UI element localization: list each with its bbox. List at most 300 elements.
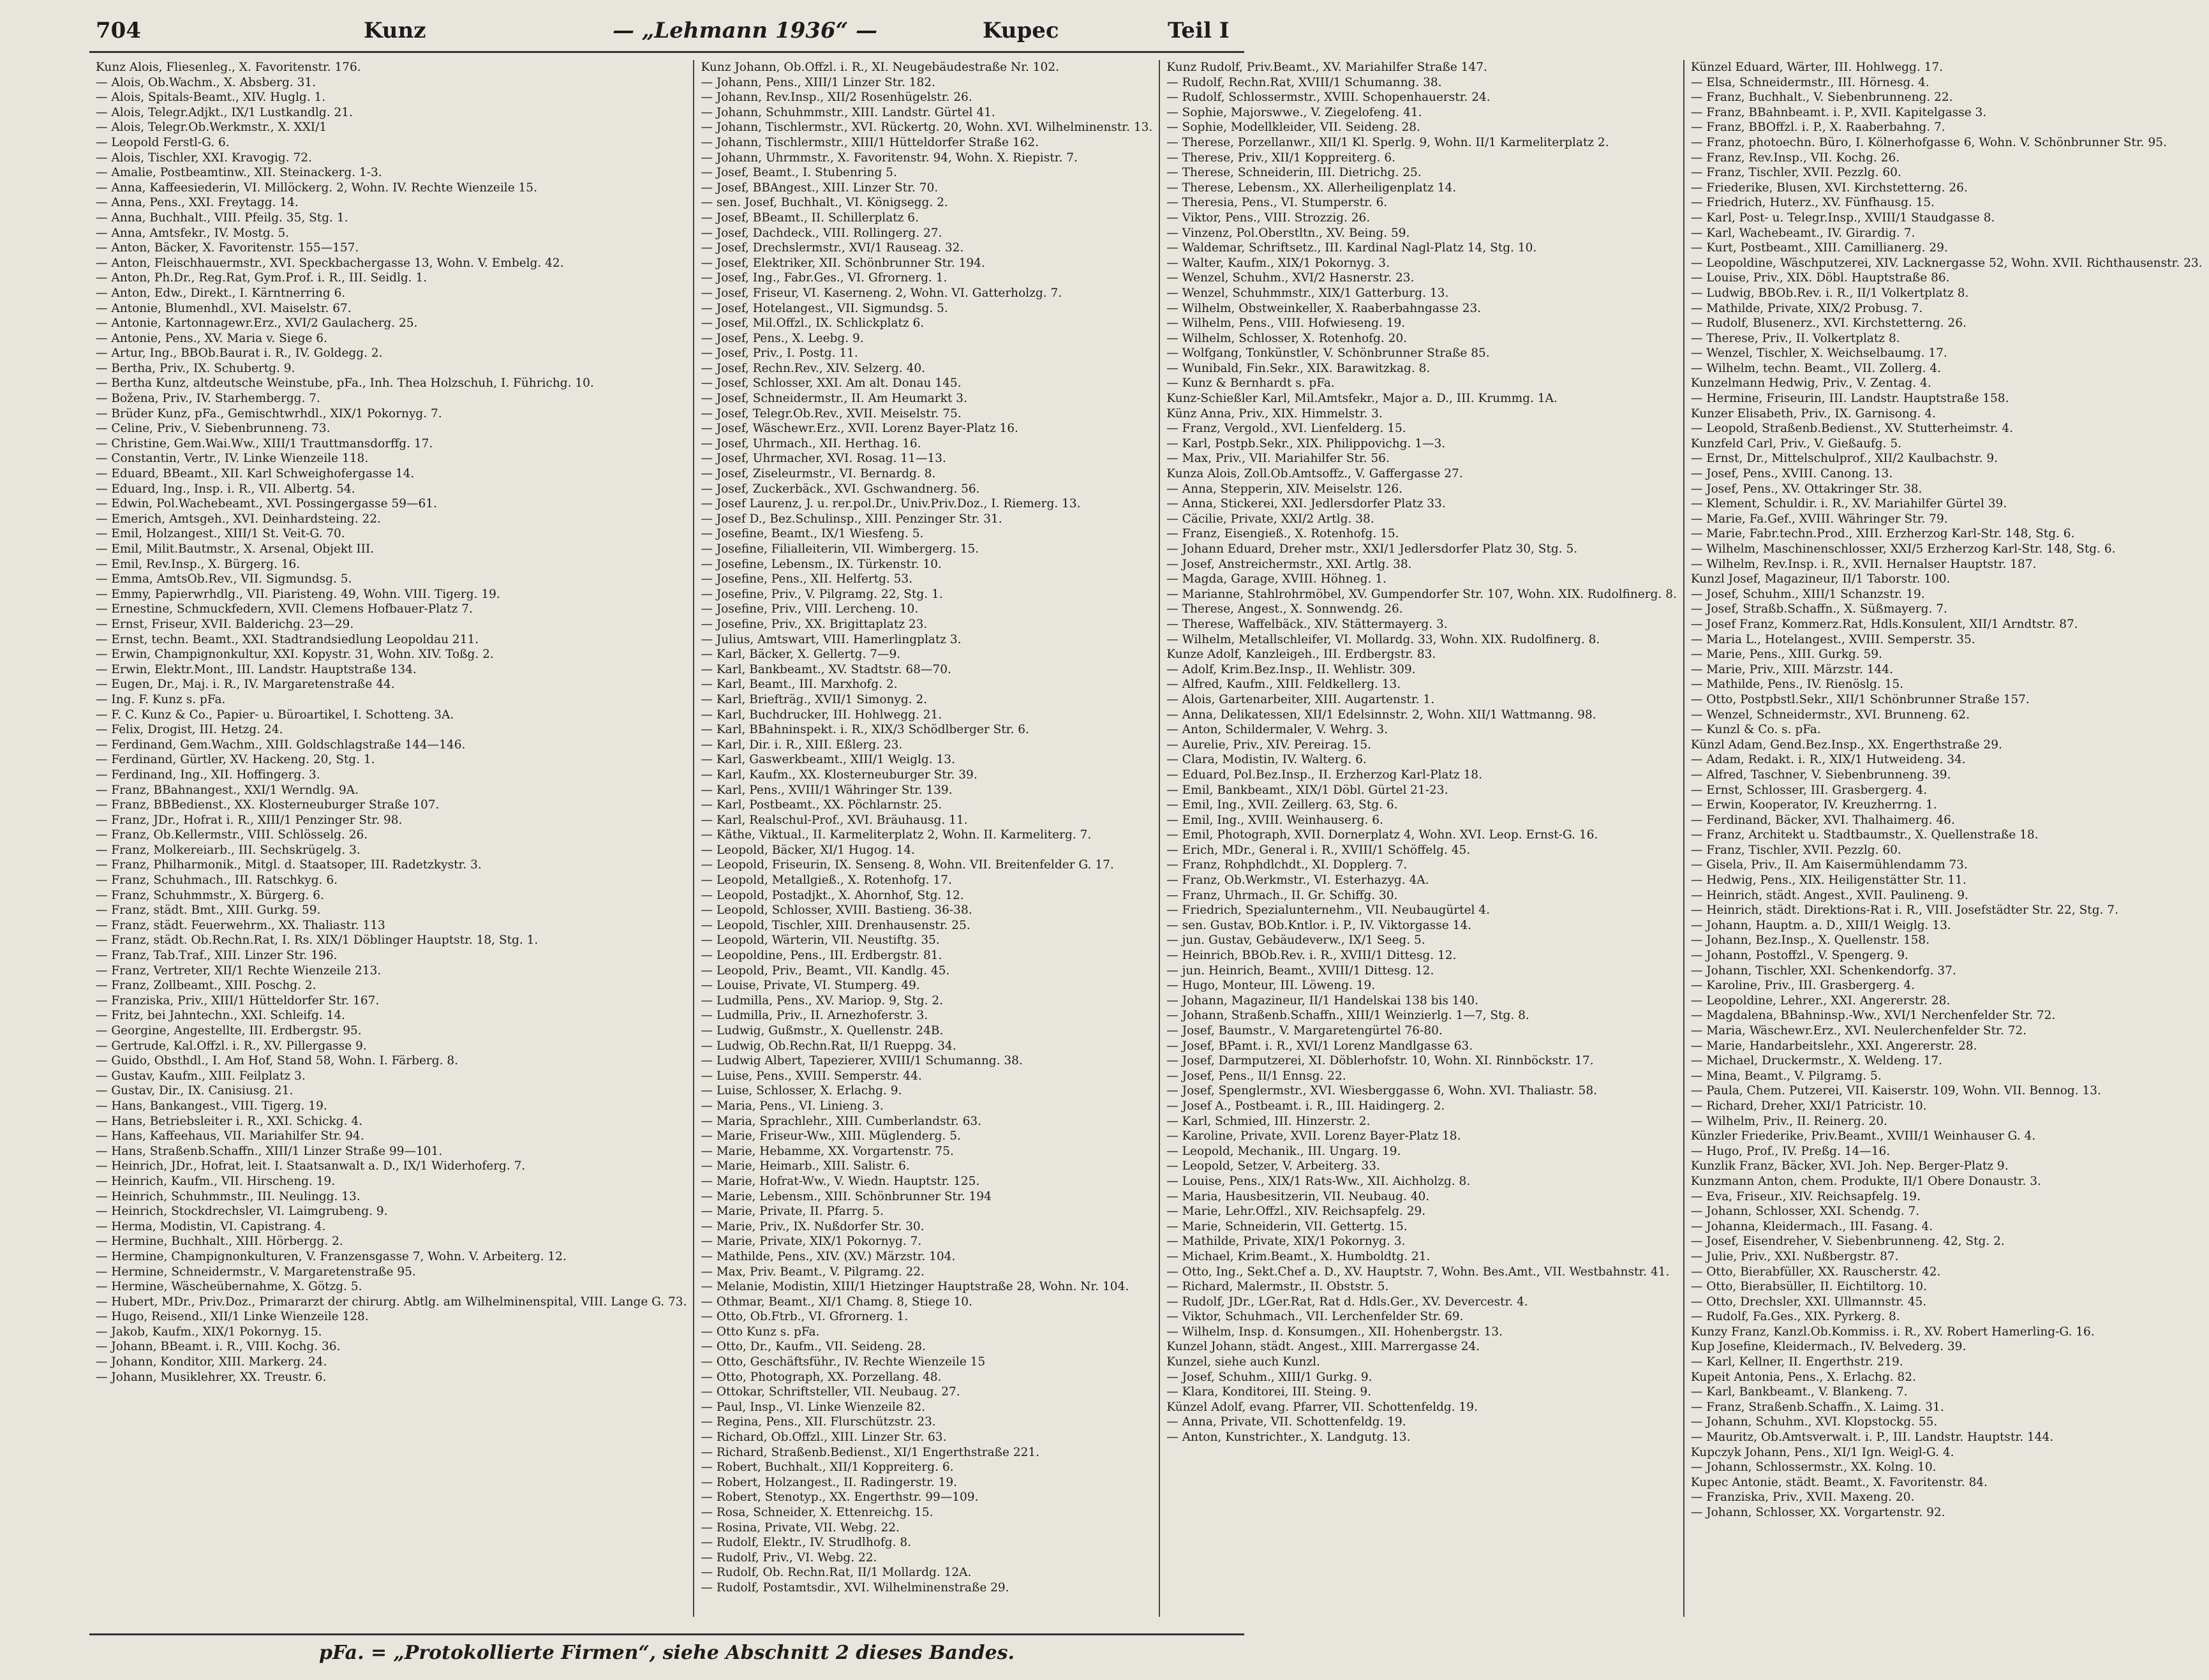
- header-title: — „Lehmann 1936“ —: [613, 18, 877, 43]
- directory-entry: — Ludwig Albert, Tapezierer, XVIII/1 Schumanng. 38.: [701, 1054, 1023, 1068]
- directory-entry: — Anton, Kunstrichter., X. Landgutg. 13.: [1166, 1431, 1411, 1445]
- directory-entry: — Anton, Bäcker, X. Favoritenstr. 155—157.: [96, 241, 359, 255]
- directory-entry: — Leopold, Tischler, XIII. Drenhausenstr. 25.: [701, 918, 971, 932]
- directory-entry: — Johann, Musiklehrer, XX. Treustr. 6.: [96, 1370, 327, 1384]
- directory-entry: — Therese, Waffelbäck., XIV. Stättermayerg. 3.: [1166, 617, 1448, 631]
- directory-entry: — Johann, Tischlermstr., XVI. Rückertg. 20, Wohn. XVI. Wilhelminenstr. 13.: [701, 121, 1153, 135]
- directory-entry: — Erwin, Kooperator, IV. Kreuzherrng. 1.: [1690, 798, 1937, 812]
- directory-entry: — Paul, Insp., VI. Linke Wienzeile 82.: [701, 1400, 926, 1414]
- directory-entry: — Franz, BBOffzl. i. P., X. Raaberbahng. 7.: [1690, 121, 1945, 135]
- directory-entry: — Ludmilla, Priv., II. Arnezhoferstr. 3.: [701, 1009, 928, 1023]
- directory-entry: Kupeit Antonia, Pens., X. Erlachg. 82.: [1690, 1370, 1916, 1384]
- directory-entry: — Richard, Straßenb.Bedienst., XI/1 Engerthstraße 221.: [701, 1445, 1040, 1459]
- directory-entry: — Ing. F. Kunz s. pFa.: [96, 692, 226, 706]
- directory-entry: — Leopold, Priv., Beamt., VII. Kandlg. 45.: [701, 963, 950, 978]
- directory-entry: — Anna, Stepperin, XIV. Meiselstr. 126.: [1166, 482, 1403, 496]
- directory-entry: Künz Anna, Priv., XIX. Himmelstr. 3.: [1166, 406, 1383, 420]
- directory-entry: — Adolf, Krim.Bez.Insp., II. Wehlistr. 309.: [1166, 662, 1416, 676]
- directory-entry: — Heinrich, Schuhmmstr., III. Neulingg. 13.: [96, 1189, 361, 1203]
- directory-entry: — Clara, Modistin, IV. Walterg. 6.: [1166, 753, 1367, 767]
- directory-entry: — Marie, Fabr.techn.Prod., XIII. Erzherzog Karl-Str. 148, Stg. 6.: [1690, 527, 2075, 541]
- directory-entry: — Johann, Tischler, XXI. Schenkendorfg. 37.: [1690, 963, 1956, 978]
- directory-entry: — Gertrude, Kal.Offzl. i. R., XV. Pillergasse 9.: [96, 1039, 367, 1053]
- header-left-word: Kunz: [364, 18, 426, 43]
- directory-entry: — Wunibald, Fin.Sekr., XIX. Barawitzkag. 8.: [1166, 361, 1431, 375]
- directory-entry: — Josef Franz, Kommerz.Rat, Hdls.Konsulent, XII/1 Arndtstr. 87.: [1690, 617, 2078, 631]
- directory-entry: — Hugo, Monteur, III. Löweng. 19.: [1166, 979, 1376, 993]
- directory-entry: — Alois, Spitals-Beamt., XIV. Huglg. 1.: [96, 91, 326, 105]
- directory-entry: — Josef, Uhrmacher, XVI. Rosag. 11—13.: [701, 452, 946, 466]
- directory-entry: — Johann Eduard, Dreher mstr., XXI/1 Jedlersdorfer Platz 30, Stg. 5.: [1166, 542, 1578, 556]
- directory-entry: — sen. Gustav, BOb.Kntlor. i. P., IV. Viktorgasse 14.: [1166, 918, 1471, 932]
- directory-entry: — Richard, Ob.Offzl., XIII. Linzer Str. 63.: [701, 1431, 947, 1445]
- directory-entry: — Kunzl & Co. s. pFa.: [1690, 723, 1821, 737]
- directory-entry: — Bertha, Priv., IX. Schubertg. 9.: [96, 361, 295, 375]
- directory-entry: — Johann, Schlossermstr., XX. Kolng. 10.: [1690, 1461, 1937, 1475]
- directory-entry: — Marie, Lehr.Offzl., XIV. Reichsapfelg. 29.: [1166, 1205, 1426, 1219]
- directory-entry: — Karl, Schmied, III. Hinzerstr. 2.: [1166, 1114, 1371, 1128]
- directory-entry: — Ottokar, Schriftsteller, VII. Neubaug. 27.: [701, 1385, 960, 1399]
- directory-entry: — Hugo, Prof., IV. Preßg. 14—16.: [1690, 1144, 1891, 1158]
- directory-entry: — Wilhelm, Schlosser, X. Rotenhofg. 20.: [1166, 331, 1408, 345]
- directory-entry: — Hermine, Buchhalt., XIII. Hörbergg. 2.: [96, 1235, 343, 1249]
- directory-entry: — Gustav, Kaufm., XIII. Feilplatz 3.: [96, 1069, 306, 1083]
- directory-entry: — Karl, Bankbeamt., XV. Stadtstr. 68—70.: [701, 662, 951, 676]
- directory-entry: — Josef, Schuhm., XIII/1 Schanzstr. 19.: [1690, 587, 1925, 601]
- directory-entry: — Wilhelm, Metallschleifer, VI. Mollardg. 33, Wohn. XIX. Rudolfinerg. 8.: [1166, 632, 1600, 646]
- directory-entry: — Wilhelm, Obstweinkeller, X. Raaberbahngasse 23.: [1166, 301, 1482, 315]
- directory-entry: — Bertha Kunz, altdeutsche Weinstube, pFa., Inh. Thea Holzschuh, I. Führichg. 10.: [96, 376, 594, 390]
- directory-entry: — Ernst, Schlosser, III. Grasbergerg. 4.: [1690, 783, 1928, 797]
- directory-entry: — Hermine, Wäscheübernahme, X. Götzg. 5.: [96, 1280, 362, 1294]
- directory-entry: — Maria, Sprachlehr., XIII. Cumberlandstr. 63.: [701, 1114, 981, 1128]
- directory-entry: — Josef, Anstreichermstr., XXI. Artlg. 38.: [1166, 557, 1412, 571]
- directory-entry: — Herma, Modistin, VI. Capistrang. 4.: [96, 1219, 326, 1233]
- directory-entry: — Leopold, Friseurin, IX. Senseng. 8, Wohn. VII. Breitenfelder G. 17.: [701, 858, 1114, 872]
- directory-entry: — Marianne, Stahlrohrmöbel, XV. Gumpendorfer Str. 107, Wohn. XIX. Rudolfinerg. 8.: [1166, 587, 1677, 601]
- directory-entry: — Ernst, techn. Beamt., XXI. Stadtrandsiedlung Leopoldau 211.: [96, 632, 479, 646]
- directory-entry: — Leopoldine, Lehrer., XXI. Angererstr. 28.: [1690, 993, 1951, 1007]
- directory-entry: — Eduard, Pol.Bez.Insp., II. Erzherzog Karl-Platz 18.: [1166, 768, 1482, 782]
- directory-entry: — Franz, Buchhalt., V. Siebenbrunneng. 22.: [1690, 91, 1953, 105]
- directory-entry: Kunzmann Anton, chem. Produkte, II/1 Obere Donaustr. 3.: [1690, 1174, 2041, 1188]
- directory-entry: — Leopold, Metallgieß., X. Rotenhofg. 17.: [701, 873, 952, 888]
- directory-entry: — Josef, Telegr.Ob.Rev., XVII. Meiselstr. 75.: [701, 406, 962, 420]
- directory-entry: — Antonie, Pens., XV. Maria v. Siege 6.: [96, 331, 327, 345]
- directory-entry: — Amalie, Postbeamtinw., XII. Steinackerg. 1-3.: [96, 166, 382, 180]
- directory-entry: — Robert, Stenotyp., XX. Engerthstr. 99—109.: [701, 1490, 979, 1505]
- directory-entry: — Paula, Chem. Putzerei, VII. Kaiserstr. 109, Wohn. VII. Bennog. 13.: [1690, 1084, 2101, 1098]
- directory-entry: — Emerich, Amtsgeh., XVI. Deinhardsteing. 22.: [96, 512, 381, 526]
- directory-entry: — Therese, Porzellanwr., XII/1 Kl. Sperlg. 9, Wohn. II/1 Karmeliterplatz 2.: [1166, 135, 1609, 149]
- directory-entry: — Josef, Drechslermstr., XVI/1 Rauseag. 32.: [701, 241, 964, 255]
- directory-entry: — Wilhelm, techn. Beamt., VII. Zollerg. 4.: [1690, 361, 1941, 375]
- directory-entry: — Johann, Schlosser, XX. Vorgartenstr. 92.: [1690, 1506, 1945, 1519]
- directory-entry: — Marie, Friseur-Ww., XIII. Müglenderg. 5.: [701, 1129, 961, 1143]
- directory-entry: — Ferdinand, Gürtler, XV. Hackeng. 20, Stg. 1.: [96, 753, 375, 767]
- directory-entry: — Franz, Vergold., XVI. Lienfelderg. 15.: [1166, 422, 1406, 436]
- directory-entry: — Therese, Schneiderin, III. Dietrichg. 25.: [1166, 166, 1422, 180]
- directory-entry: — Johann, Tischlermstr., XIII/1 Hütteldorfer Straße 162.: [701, 135, 1039, 149]
- directory-entry: — Josef, Pens., X. Leebg. 9.: [701, 331, 864, 345]
- directory-entry: — Josef, Darmputzerei, XI. Döblerhofstr. 10, Wohn. XI. Rinnböckstr. 17.: [1166, 1054, 1594, 1068]
- directory-entry: — Johann, Straßenb.Schaffn., XIII/1 Weinzierlg. 1—7, Stg. 8.: [1166, 1009, 1529, 1023]
- page-number: 704: [96, 18, 141, 43]
- directory-entry: — Heinrich, Stockdrechsler, VI. Laimgrubeng. 9.: [96, 1205, 388, 1219]
- directory-entry: — Julius, Amtswart, VIII. Hamerlingplatz 3.: [701, 632, 962, 646]
- directory-entry: Kunzfeld Carl, Priv., V. Gießaufg. 5.: [1690, 436, 1902, 450]
- directory-entry: — Wilhelm, Maschinenschlosser, XXI/5 Erzherzog Karl-Str. 148, Stg. 6.: [1690, 542, 2116, 556]
- directory-entry: Kunza Alois, Zoll.Ob.Amtsoffz., V. Gaffergasse 27.: [1166, 467, 1463, 481]
- directory-entry: — Franz, Eisengieß., X. Rotenhofg. 15.: [1166, 527, 1399, 541]
- directory-entry: — Josefine, Priv., XX. Brigittaplatz 23.: [701, 617, 928, 631]
- directory-entry: — Alois, Ob.Wachm., X. Absberg. 31.: [96, 75, 316, 89]
- directory-entry: — Emma, AmtsOb.Rev., VII. Sigmundsg. 5.: [96, 572, 352, 586]
- directory-entry: — Felix, Drogist, III. Hetzg. 24.: [96, 723, 283, 737]
- directory-entry: — Fritz, bei Jahntechn., XXI. Schleifg. 14.: [96, 1009, 346, 1023]
- directory-entry: Künzler Friederike, Priv.Beamt., XVIII/1 Weinhauser G. 4.: [1690, 1129, 2036, 1143]
- directory-entry: — Josef, BPamt. i. R., XVI/1 Lorenz Mandlgasse 63.: [1166, 1039, 1473, 1053]
- directory-entry: — Emil, Ing., XVIII. Weinhauserg. 6.: [1166, 813, 1383, 827]
- directory-entry: — Josef, Zuckerbäck., XVI. Gschwandnerg. 56.: [701, 482, 980, 496]
- directory-entry: — Hermine, Schneidermstr., V. Margaretenstraße 95.: [96, 1265, 416, 1279]
- column-3: [1160, 60, 1685, 1617]
- directory-entry: — Julie, Priv., XXI. Nußbergstr. 87.: [1690, 1249, 1899, 1263]
- directory-entry: — Leopold, Mechanik., III. Ungarg. 19.: [1166, 1144, 1401, 1158]
- directory-entry: — Therese, Priv., II. Volkertplatz 8.: [1690, 331, 1900, 345]
- directory-entry: — Celine, Priv., V. Siebenbrunneng. 73.: [96, 422, 331, 436]
- directory-entry: — Marie, Schneiderin, VII. Gettertg. 15.: [1166, 1219, 1408, 1233]
- directory-entry: — Josefine, Beamt., IX/1 Wiesfeng. 5.: [701, 527, 924, 541]
- directory-entry: — Marie, Fa.Gef., XVIII. Währinger Str. 79.: [1690, 512, 1948, 526]
- directory-entry: — Karl, Dir. i. R., XIII. Eßlerg. 23.: [701, 738, 903, 752]
- directory-entry: Kunzlik Franz, Bäcker, XVI. Joh. Nep. Berger-Platz 9.: [1690, 1159, 2009, 1173]
- directory-entry: — Karl, Postpb.Sekr., XIX. Philippovichg. 1—3.: [1166, 436, 1446, 450]
- directory-entry: — Vinzenz, Pol.Oberstltn., XV. Being. 59.: [1166, 226, 1410, 240]
- directory-entry: — Josef, Straßb.Schaffn., X. Süßmayerg. 7.: [1690, 602, 1947, 616]
- directory-entry: — Mauritz, Ob.Amtsverwalt. i. P., III. Landstr. Hauptstr. 144.: [1690, 1431, 2054, 1445]
- directory-entry: — Franz, photoechn. Büro, I. Kölnerhofgasse 6, Wohn. V. Schönbrunner Str. 95.: [1690, 135, 2167, 149]
- directory-entry: — Franz, Architekt u. Stadtbaumstr., X. Quellenstraße 18.: [1690, 828, 2039, 842]
- directory-entry: — Heinrich, städt. Angest., XVII. Paulineng. 9.: [1690, 888, 1968, 902]
- directory-entry: — Otto Kunz s. pFa.: [701, 1325, 820, 1339]
- directory-entry: — Franz, Uhrmach., II. Gr. Schiffg. 30.: [1166, 888, 1398, 902]
- directory-entry: — Josef, Ziseleurmstr., VI. Bernardg. 8.: [701, 467, 936, 481]
- directory-entry: — Franz, städt. Feuerwehrm., XX. Thaliastr. 113: [96, 918, 385, 932]
- directory-entry: — Franz, BBBedienst., XX. Klosterneuburger Straße 107.: [96, 798, 440, 812]
- directory-entry: — Anna, Private, VII. Schottenfeldg. 19.: [1166, 1415, 1406, 1429]
- directory-entry: — Franz, Philharmonik., Mitgl. d. Staatsoper, III. Radetzkystr. 3.: [96, 858, 482, 872]
- directory-entry: — Brüder Kunz, pFa., Gemischtwrhdl., XIX/1 Pokornyg. 7.: [96, 406, 442, 420]
- directory-columns: [89, 60, 2203, 1617]
- directory-entry: — Artur, Ing., BBOb.Baurat i. R., IV. Goldegg. 2.: [96, 346, 383, 361]
- directory-entry: — Marie, Private, II. Pfarrg. 5.: [701, 1205, 884, 1219]
- directory-entry: — Marie, Priv., XIII. Märzstr. 144.: [1690, 662, 1893, 676]
- directory-entry: — Constantin, Vertr., IV. Linke Wienzeile 118.: [96, 452, 369, 466]
- directory-entry: — Karl, Postbeamt., XX. Pöchlarnstr. 25.: [701, 798, 942, 812]
- header-part: Teil I: [1168, 18, 1230, 43]
- directory-entry: — Karl, Bankbeamt., V. Blankeng. 7.: [1690, 1385, 1908, 1399]
- directory-entry: — Michael, Krim.Beamt., X. Humboldtg. 21.: [1166, 1249, 1431, 1263]
- directory-entry: Kupec Antonie, städt. Beamt., X. Favoritenstr. 84.: [1690, 1475, 1988, 1489]
- directory-entry: Künzl Adam, Gend.Bez.Insp., XX. Engerthstraße 29.: [1690, 738, 2002, 752]
- directory-entry: — Friederike, Blusen, XVI. Kirchstetterng. 26.: [1690, 181, 1968, 195]
- directory-entry: — Franz, Tischler, XVII. Pezzlg. 60.: [1690, 843, 1901, 857]
- directory-entry: — Georgine, Angestellte, III. Erdbergstr. 95.: [96, 1024, 362, 1037]
- directory-entry: — Mathilde, Private, XIX/1 Pokornyg. 3.: [1166, 1235, 1406, 1249]
- page-header: [89, 11, 1244, 53]
- directory-entry: — Karl, Briefträg., XVII/1 Simonyg. 2.: [701, 692, 928, 706]
- directory-entry: — Emil, Ing., XVII. Zeillerg. 63, Stg. 6.: [1166, 798, 1398, 812]
- directory-entry: — Leopoldine, Wäschputzerei, XIV. Lacknergasse 52, Wohn. XVII. Richthausenstr. 23.: [1690, 256, 2203, 270]
- directory-entry: — Emil, Milit.Bautmstr., X. Arsenal, Objekt III.: [96, 542, 375, 556]
- directory-entry: — Otto, Bierabsüller, II. Eichtiltorg. 10.: [1690, 1280, 1927, 1294]
- directory-entry: — Max, Priv. Beamt., V. Pilgramg. 22.: [701, 1265, 925, 1279]
- directory-entry: — F. C. Kunz & Co., Papier- u. Büroartikel, I. Schotteng. 3A.: [96, 708, 454, 722]
- directory-entry: — Emil, Bankbeamt., XIX/1 Döbl. Gürtel 21-23.: [1166, 783, 1448, 797]
- directory-entry: — Otto, Bierabfüller, XX. Rauscherstr. 42.: [1690, 1265, 1941, 1279]
- directory-entry: — Ernst, Dr., Mittelschulprof., XII/2 Kaulbachstr. 9.: [1690, 452, 1998, 466]
- directory-entry: Kunzelmann Hedwig, Priv., V. Zentag. 4.: [1690, 376, 1931, 390]
- directory-entry: — Johann, BBeamt. i. R., VIII. Kochg. 36.: [96, 1340, 341, 1354]
- directory-entry: — Heinrich, städt. Direktions-Rat i. R., VIII. Josefstädter Str. 22, Stg. 7.: [1690, 903, 2118, 918]
- directory-entry: — Marie, Pens., XIII. Gurkg. 59.: [1690, 648, 1882, 662]
- directory-entry: — Rudolf, Postamtsdir., XVI. Wilhelminenstraße 29.: [701, 1580, 1009, 1595]
- directory-entry: Kunzer Elisabeth, Priv., IX. Garnisong. 4.: [1690, 406, 1936, 420]
- directory-entry: — Leopoldine, Pens., III. Erdbergstr. 81.: [701, 949, 942, 963]
- directory-entry: — Josef, Rechn.Rev., XIV. Selzerg. 40.: [701, 361, 925, 375]
- directory-entry: — Friedrich, Spezialunternehm., VII. Neubaugürtel 4.: [1166, 903, 1490, 918]
- directory-entry: Kunze Adolf, Kanzleigeh., III. Erdbergstr. 83.: [1166, 648, 1436, 662]
- directory-entry: — Anna, Amtsfekr., IV. Mostg. 5.: [96, 226, 290, 240]
- directory-entry: — Marie, Hebamme, XX. Vorgartenstr. 75.: [701, 1144, 954, 1158]
- directory-entry: — Mathilde, Pens., XIV. (XV.) Märzstr. 104.: [701, 1249, 956, 1263]
- directory-entry: — Franz, BBahnangest., XXI/1 Werndlg. 9A.: [96, 783, 359, 797]
- directory-entry: — Josef, Wäschewr.Erz., XVII. Lorenz Bayer-Platz 16.: [701, 422, 1018, 436]
- directory-entry: — Karl, Kellner, II. Engerthstr. 219.: [1690, 1355, 1903, 1369]
- directory-entry: — Josef, Schuhm., XIII/1 Gurkg. 9.: [1166, 1370, 1372, 1384]
- directory-entry: — Otto, Photograph, XX. Porzellang. 48.: [701, 1370, 942, 1384]
- directory-entry: — Josef, Mil.Offzl., IX. Schlickplatz 6.: [701, 316, 925, 331]
- directory-entry: — Erwin, Champignonkultur, XXI. Kopystr. 31, Wohn. XIV. Toßg. 2.: [96, 648, 494, 662]
- directory-entry: — jun. Gustav, Gebäudeverw., IX/1 Seeg. 5.: [1166, 933, 1425, 948]
- directory-entry: — Franz, Schuhmach., III. Ratschkyg. 6.: [96, 873, 338, 888]
- directory-entry: — Eva, Friseur., XIV. Reichsapfelg. 19.: [1690, 1189, 1921, 1203]
- directory-entry: — Hermine, Champignonkulturen, V. Franzensgasse 7, Wohn. V. Arbeiterg. 12.: [96, 1249, 567, 1263]
- directory-entry: — Josef, Eisendreher, V. Siebenbrunneng. 42, Stg. 2.: [1690, 1235, 2005, 1249]
- directory-entry: — Rosina, Private, VII. Webg. 22.: [701, 1520, 900, 1535]
- directory-entry: — Johann, Bez.Insp., X. Quellenstr. 158.: [1690, 933, 1930, 948]
- directory-entry: Künzel Eduard, Wärter, III. Hohlwegg. 17.: [1690, 61, 1944, 74]
- directory-entry: — Leopold, Schlosser, XVIII. Bastieng. 36-38.: [701, 903, 972, 918]
- directory-entry: — Anton, Edw., Direkt., I. Kärntnerring 6.: [96, 286, 346, 300]
- directory-entry: — Otto, Drechsler, XXI. Ullmannstr. 45.: [1690, 1295, 1927, 1309]
- directory-entry: — Sophie, Modellkleider, VII. Seideng. 28.: [1166, 121, 1420, 135]
- directory-entry: — Anton, Ph.Dr., Reg.Rat, Gym.Prof. i. R., III. Seidlg. 1.: [96, 271, 428, 285]
- directory-entry: — Marie, Hofrat-Ww., V. Wiedn. Hauptstr. 125.: [701, 1174, 980, 1188]
- directory-entry: — Wilhelm, Rev.Insp. i. R., XVII. Hernalser Hauptstr. 187.: [1690, 557, 2037, 571]
- directory-entry: — Josef D., Bez.Schulinsp., XIII. Penzinger Str. 31.: [701, 512, 1002, 526]
- column-4: [1685, 60, 2209, 1617]
- directory-entry: — Josef, Friseur, VI. Kaserneng. 2, Wohn. VI. Gatterholzg. 7.: [701, 286, 1062, 300]
- directory-entry: — Regina, Pens., XII. Flurschützstr. 23.: [701, 1415, 936, 1429]
- directory-entry: — Emil, Photograph, XVII. Dornerplatz 4, Wohn. XVI. Leop. Ernst-G. 16.: [1166, 828, 1598, 842]
- directory-entry: — Franz, Ob.Werkmstr., VI. Esterhazyg. 4A.: [1166, 873, 1429, 888]
- directory-entry: — Elsa, Schneidermstr., III. Hörnesg. 4.: [1690, 75, 1930, 89]
- directory-entry: — Franz, städt. Ob.Rechn.Rat, I. Rs. XIX/1 Döblinger Hauptstr. 18, Stg. 1.: [96, 933, 539, 948]
- directory-entry: — Josef, Pens., XVIII. Canong. 13.: [1690, 467, 1893, 481]
- directory-entry: Kunz Johann, Ob.Offzl. i. R., XI. Neugebäudestraße Nr. 102.: [701, 61, 1059, 74]
- directory-entry: — Karl, Bäcker, X. Gellertg. 7—9.: [701, 648, 901, 662]
- directory-entry: — Wilhelm, Insp. d. Konsumgen., XII. Hohenbergstr. 13.: [1166, 1325, 1503, 1339]
- directory-entry: — Karl, Realschul-Prof., XVI. Bräuhausg. 11.: [701, 813, 968, 827]
- directory-entry: Kunzel, siehe auch Kunzl.: [1166, 1355, 1320, 1369]
- directory-entry: — Anna, Delikatessen, XII/1 Edelsinnstr. 2, Wohn. XII/1 Wattmanng. 98.: [1166, 708, 1596, 722]
- directory-entry: — Hans, Kaffeehaus, VII. Mariahilfer Str. 94.: [96, 1129, 364, 1143]
- directory-entry: — Eduard, BBeamt., XII. Karl Schweighofergasse 14.: [96, 467, 415, 481]
- directory-entry: — Johann, Schlosser, XXI. Schendg. 7.: [1690, 1205, 1920, 1219]
- directory-entry: — Ludmilla, Pens., XV. Mariop. 9, Stg. 2.: [701, 993, 944, 1007]
- directory-entry: — Marie, Handarbeitslehr., XXI. Angererstr. 28.: [1690, 1039, 1977, 1053]
- directory-entry: — Franz, Vertreter, XII/1 Rechte Wienzeile 213.: [96, 963, 382, 978]
- directory-entry: — Anna, Stickerei, XXI. Jedlersdorfer Platz 33.: [1166, 497, 1446, 511]
- directory-entry: — Rudolf, Priv., VI. Webg. 22.: [701, 1550, 877, 1565]
- directory-entry: — Josef, BBeamt., II. Schillerplatz 6.: [701, 211, 919, 225]
- directory-entry: — Antonie, Blumenhdl., XVI. Maiselstr. 67.: [96, 301, 352, 315]
- directory-entry: — Karl, Pens., XVIII/1 Währinger Str. 139.: [701, 783, 953, 797]
- directory-entry: — Therese, Priv., XII/1 Koppreiterg. 6.: [1166, 151, 1395, 165]
- directory-entry: — Wenzel, Schuhmmstr., XIX/1 Gatterburg. 13.: [1166, 286, 1449, 300]
- directory-entry: — Mathilde, Pens., IV. Rienöslg. 15.: [1690, 678, 1904, 692]
- directory-entry: — Ferdinand, Gem.Wachm., XIII. Goldschlagstraße 144—146.: [96, 738, 466, 752]
- directory-entry: — Viktor, Schuhmach., VII. Lerchenfelder Str. 69.: [1166, 1310, 1464, 1324]
- directory-entry: — Richard, Malermstr., II. Obststr. 5.: [1166, 1280, 1389, 1294]
- directory-entry: — Erich, MDr., General i. R., XVIII/1 Schöffelg. 45.: [1166, 843, 1471, 857]
- directory-entry: Künzel Adolf, evang. Pfarrer, VII. Schottenfeldg. 19.: [1166, 1400, 1478, 1414]
- directory-entry: — Josefine, Priv., VIII. Lercheng. 10.: [701, 602, 919, 616]
- directory-entry: — Maria, Pens., VI. Linieng. 3.: [701, 1099, 884, 1113]
- directory-entry: — Anna, Kaffeesiederin, VI. Millöckerg. 2, Wohn. IV. Rechte Wienzeile 15.: [96, 181, 537, 195]
- directory-entry: Kunz Rudolf, Priv.Beamt., XV. Mariahilfer Straße 147.: [1166, 61, 1487, 74]
- directory-entry: — Franz, Zollbeamt., XIII. Poschg. 2.: [96, 979, 316, 993]
- directory-entry: — Ludwig, Gußmstr., X. Quellenstr. 24B.: [701, 1024, 944, 1037]
- directory-entry: — Marie, Lebensm., XIII. Schönbrunner Str. 194: [701, 1189, 992, 1203]
- directory-entry: — Franz, Tab.Traf., XIII. Linzer Str. 196.: [96, 949, 338, 963]
- directory-entry: — Leopold, Wärterin, VII. Neustiftg. 35.: [701, 933, 940, 948]
- directory-entry: — Hubert, MDr., Priv.Doz., Primararzt der chirurg. Abtlg. am Wilhelminenspital, VIII. Lange G. 73.: [96, 1295, 687, 1309]
- directory-entry: — Heinrich, Kaufm., VII. Hirscheng. 19.: [96, 1174, 336, 1188]
- directory-entry: — Franz, Rev.Insp., VII. Kochg. 26.: [1690, 151, 1900, 165]
- directory-entry: — Erwin, Elektr.Mont., III. Landstr. Hauptstraße 134.: [96, 662, 417, 676]
- column-1: [89, 60, 694, 1617]
- directory-entry: — Marie, Heimarb., XIII. Salistr. 6.: [701, 1159, 910, 1173]
- directory-entry: — Anna, Pens., XXI. Freytagg. 14.: [96, 196, 299, 210]
- directory-entry: — Michael, Druckermstr., X. Weldeng. 17.: [1690, 1054, 1942, 1068]
- directory-entry: — jun. Heinrich, Beamt., XVIII/1 Dittesg. 12.: [1166, 963, 1434, 978]
- directory-entry: — Marie, Priv., IX. Nußdorfer Str. 30.: [701, 1219, 925, 1233]
- directory-entry: — Waldemar, Schriftsetz., III. Kardinal Nagl-Platz 14, Stg. 10.: [1166, 241, 1537, 255]
- directory-entry: — Guido, Obsthdl., I. Am Hof, Stand 58, Wohn. I. Färberg. 8.: [96, 1054, 459, 1068]
- directory-entry: Kunz-Schießler Karl, Mil.Amtsfekr., Major a. D., III. Krummg. 1A.: [1166, 392, 1558, 406]
- directory-entry: — Ludwig, BBOb.Rev. i. R., II/1 Volkertplatz 8.: [1690, 286, 1969, 300]
- directory-entry: — Leopold, Straßenb.Bedienst., XV. Stutterheimstr. 4.: [1690, 422, 2014, 436]
- directory-entry: — Maria, Hausbesitzerin, VII. Neubaug. 40.: [1166, 1189, 1430, 1203]
- directory-entry: — Therese, Angest., X. Sonnwendg. 26.: [1166, 602, 1403, 616]
- directory-entry: — Hans, Straßenb.Schaffn., XIII/1 Linzer Straße 99—101.: [96, 1144, 443, 1158]
- directory-entry: — Rudolf, JDr., LGer.Rat, Rat d. Hdls.Ger., XV. Devercestr. 4.: [1166, 1295, 1528, 1309]
- directory-entry: — Richard, Dreher, XXI/1 Patricistr. 10.: [1690, 1099, 1927, 1113]
- directory-entry: — Anton, Fleischhauermstr., XVI. Speckbachergasse 13, Wohn. V. Embelg. 42.: [96, 256, 564, 270]
- directory-entry: — Eduard, Ing., Insp. i. R., VII. Albertg. 54.: [96, 482, 355, 496]
- directory-entry: — Jakob, Kaufm., XIX/1 Pokornyg. 15.: [96, 1325, 322, 1339]
- directory-entry: — Adam, Redakt. i. R., XIX/1 Hutweideng. 34.: [1690, 753, 1966, 767]
- directory-entry: — Friedrich, Huterz., XV. Fünfhausg. 15.: [1690, 196, 1935, 210]
- directory-entry: — Johann, Schuhmmstr., XIII. Landstr. Gürtel 41.: [701, 105, 995, 119]
- directory-entry: — Karl, Wachebeamt., IV. Girardig. 7.: [1690, 226, 1915, 240]
- directory-entry: — Louise, Private, VI. Stumperg. 49.: [701, 979, 920, 993]
- directory-entry: — Franz, Schuhmmstr., X. Bürgerg. 6.: [96, 888, 324, 902]
- directory-entry: — Franz, Molkereiarb., III. Sechskrügelg. 3.: [96, 843, 361, 857]
- directory-entry: — Josefine, Filialleiterin, VII. Wimbergerg. 15.: [701, 542, 979, 556]
- directory-entry: — Johann, Hauptm. a. D., XIII/1 Weiglg. 13.: [1690, 918, 1951, 932]
- directory-entry: — Otto, Dr., Kaufm., VII. Seideng. 28.: [701, 1340, 926, 1354]
- directory-entry: — Josef, Priv., I. Postg. 11.: [701, 346, 858, 361]
- directory-entry: — Franziska, Priv., XVII. Maxeng. 20.: [1690, 1490, 1915, 1505]
- directory-entry: — Ernst, Friseur, XVII. Balderichg. 23—29.: [96, 617, 354, 631]
- directory-entry: — Rudolf, Fa.Ges., XIX. Pyrkerg. 8.: [1690, 1310, 1900, 1324]
- directory-entry: — Franz, Tischler, XVII. Pezzlg. 60.: [1690, 166, 1901, 180]
- directory-entry: — Gustav, Dir., IX. Canisiusg. 21.: [96, 1084, 294, 1098]
- directory-entry: — Käthe, Viktual., II. Karmeliterplatz 2, Wohn. II. Karmeliterg. 7.: [701, 828, 1092, 842]
- directory-entry: — Max, Priv., VII. Mariahilfer Str. 56.: [1166, 452, 1390, 466]
- directory-entry: — Theresia, Pens., VI. Stumperstr. 6.: [1166, 196, 1388, 210]
- directory-entry: — Edwin, Pol.Wachebeamt., XVI. Possingergasse 59—61.: [96, 497, 437, 511]
- directory-entry: — Marie, Private, XIX/1 Pokornyg. 7.: [701, 1235, 922, 1249]
- directory-entry: — Josef, Elektriker, XII. Schönbrunner Str. 194.: [701, 256, 985, 270]
- directory-entry: — Ernestine, Schmuckfedern, XVII. Clemens Hofbauer-Platz 7.: [96, 602, 473, 616]
- directory-entry: — Rudolf, Schlossermstr., XVIII. Schopenhauerstr. 24.: [1166, 91, 1491, 105]
- directory-entry: — Wilhelm, Priv., II. Reinerg. 20.: [1690, 1114, 1887, 1128]
- directory-entry: — Karl, Buchdrucker, III. Hohlwegg. 21.: [701, 708, 942, 722]
- directory-entry: — Franz, Rohphdlchdt., XI. Dopplerg. 7.: [1166, 858, 1408, 872]
- directory-entry: — Johanna, Kleidermach., III. Fasang. 4.: [1690, 1219, 1933, 1233]
- directory-entry: Kunzy Franz, Kanzl.Ob.Kommiss. i. R., XV. Robert Hamerling-G. 16.: [1690, 1325, 2095, 1339]
- directory-entry: — Kunz & Bernhardt s. pFa.: [1166, 376, 1335, 390]
- directory-entry: — Louise, Priv., XIX. Döbl. Hauptstraße 86.: [1690, 271, 1950, 285]
- page-footer: pFa. = „Protokollierte Firmen“, siehe Abschnitt 2 dieses Bandes.: [89, 1633, 1244, 1664]
- directory-entry: Kunzel Johann, städt. Angest., XIII. Marrergasse 24.: [1166, 1340, 1480, 1354]
- directory-entry: — Rudolf, Elektr., IV. Strudlhofg. 8.: [701, 1536, 911, 1550]
- directory-entry: — Otto, Ing., Sekt.Chef a. D., XV. Hauptstr. 7, Wohn. Bes.Amt., VII. Westbahnstr. 41.: [1166, 1265, 1670, 1279]
- directory-entry: — Aurelie, Priv., XIV. Pereirag. 15.: [1166, 738, 1371, 752]
- directory-entry: — Viktor, Pens., VIII. Strozzig. 26.: [1166, 211, 1371, 225]
- directory-entry: — Franz, Straßenb.Schaffn., X. Laimg. 31.: [1690, 1400, 1944, 1414]
- directory-entry: — Alfred, Kaufm., XIII. Feldkellerg. 13.: [1166, 678, 1401, 692]
- directory-entry: — Christine, Gem.Wai.Ww., XIII/1 Trauttmansdorffg. 17.: [96, 436, 433, 450]
- directory-entry: — Josef A., Postbeamt. i. R., III. Haidingerg. 2.: [1166, 1099, 1445, 1113]
- directory-entry: — Emmy, Papierwrhdlg., VII. Piaristeng. 49, Wohn. VIII. Tigerg. 19.: [96, 587, 500, 601]
- directory-entry: — Franz, JDr., Hofrat i. R., XIII/1 Penzinger Str. 98.: [96, 813, 403, 827]
- directory-entry: — Alois, Telegr.Adjkt., IX/1 Lustkandlg. 21.: [96, 105, 353, 119]
- directory-entry: — Josef, Hotelangest., VII. Sigmundsg. 5.: [701, 301, 948, 315]
- directory-entry: — Anton, Schildermaler, V. Wehrg. 3.: [1166, 723, 1388, 737]
- directory-entry: — Božena, Priv., IV. Starhembergg. 7.: [96, 392, 320, 406]
- directory-entry: — Luise, Schlosser, X. Erlachg. 9.: [701, 1084, 902, 1098]
- directory-entry: — Mina, Beamt., V. Pilgramg. 5.: [1690, 1069, 1882, 1083]
- directory-entry: — Wenzel, Tischler, X. Weichselbaumg. 17.: [1690, 346, 1947, 361]
- directory-entry: Kup Josefine, Kleidermach., IV. Belvederg. 39.: [1690, 1340, 1967, 1354]
- directory-entry: — Mathilde, Private, XIX/2 Probusg. 7.: [1690, 301, 1923, 315]
